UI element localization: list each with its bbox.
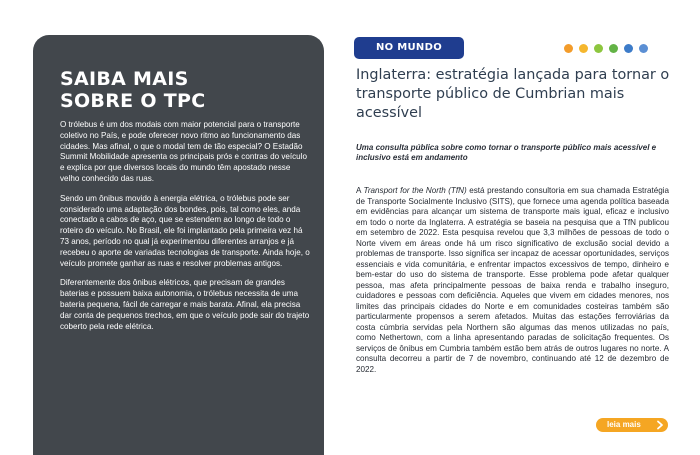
body-prefix: A [356,186,364,195]
saiba-mais-sidebar [33,35,324,455]
category-badge: NO MUNDO [354,37,464,59]
dot-2 [579,44,588,53]
article-body [356,186,669,375]
article-subtitle: Uma consulta pública sobre como tornar o transporte público mais acessível e inclusivo está em andamento [356,143,657,162]
dot-4 [609,44,618,53]
dot-5 [624,44,633,53]
read-more-button[interactable] [596,418,668,432]
body-emphasis: Transport for the North (TfN) [363,186,467,195]
dot-6 [639,44,648,53]
body-text: está prestando consultoria em sua chamada Estratégia de Transporte Socialmente Inclusivo (SITS), que fornece uma agenda política baseada em evidências para alcançar um sistema de transporte mais igual, eficaz e inclusivo em todo o norte da Inglaterra. A estratégia se baseia na pesquisa que a TfN publicou em setembro de 2022. Esta pesquisa revelou que 3,3 milhões de pessoas de todo o Norte vivem em áreas onde há um risco significativo de exclusão social devido a problemas de transporte. Isso significa ser incapaz de acessar oportunidades, serviços essenciais e vida comunitária, e enfrentar impactos excessivos de tempo, dinheiro e bem-estar do uso do sistema de transporte. Esse problema pode afetar qualquer pessoa, mas afeta principalmente pessoas de baixa renda e trabalho inseguro, cuidadores e pessoas com deficiência. Aqueles que vivem em cidades menores, nos limites das principais cidades do Norte e em comunidades costeiras também são particularmente propensos a serem afetados. Muitas das estações ferroviárias da costa cúmbria servidas pela Northern são algumas das menos utilizadas no país, como Nethertown, com a linha apresentando paradas de solicitação frequentes. Os serviços de ônibus em Cumbria também estão bem atrás de outros lugares no norte. A consulta decorreu a partir de 7 de novembro, continuando até 12 de dezembro de 2022. [356,186,669,374]
sidebar-paragraph-2: Sendo um ônibus movido à energia elétrica, o trólebus pode ser considerado uma adaptação dos bondes, pois, tal como eles, anda conectado a cabos de aço, que se estendem ao longo de todo o roteiro do veículo. No Brasil, ele foi implantado pela primeira vez há 73 anos, período no qual já experimentou diferentes arranjos e já recebeu o aporte de variadas tecnologias de transporte. Ainda hoje, o veículo promete ganhar as ruas e resolver problemas antigos. [60,193,310,268]
sidebar-paragraph-3: Diferentemente dos ônibus elétricos, que precisam de grandes baterias e possuem baixa autonomia, o trólebus necessita de uma bateria pequena, fácil de carregar e mais barata. Afinal, ela precisa dar conta de pequenos trechos, em que o veículo pode sair do trajeto coberto pela rede elétrica. [60,278,310,331]
article-headline: Inglaterra: estratégia lançada para tornar o transporte público de Cumbrian mais acessível [356,67,670,121]
dot-3 [594,44,603,53]
dot-1 [564,44,573,53]
sidebar-title: SAIBA MAIS SOBRE O TPC [60,68,206,112]
decorative-dots [564,44,648,54]
sidebar-paragraph-1: O trólebus é um dos modais com maior potencial para o transporte coletivo no País, e pode oferecer novo ritmo ao funcionamento das cidades. Mas afinal, o que o modal tem de tão especial? O Estadão Summit Mobilidade apresenta os principais prós e contras do veículo e explica por que diversos locais do mundo têm apostado nesse velho conhecido das ruas. [60,120,307,183]
chevron-right-icon [655,420,665,430]
read-more-label: leia mais [607,420,641,429]
